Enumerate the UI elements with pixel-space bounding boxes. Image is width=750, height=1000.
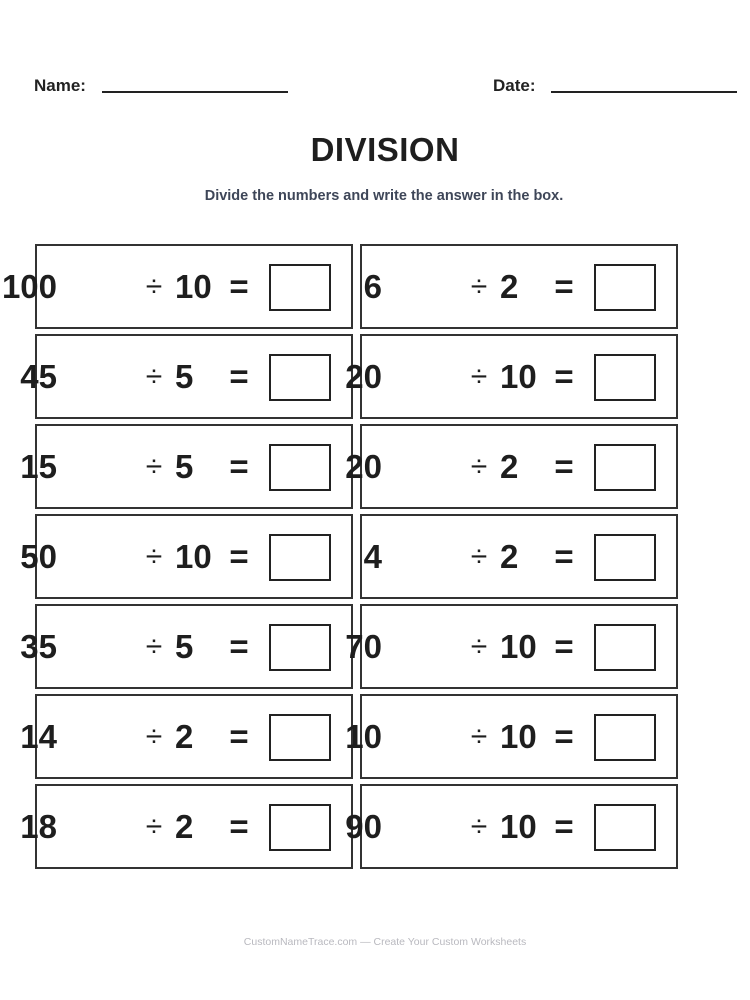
dividend: 20 <box>345 358 382 395</box>
equals-sign: = <box>554 268 574 305</box>
instructions: Divide the numbers and write the answer in the box. <box>204 188 564 204</box>
dividend: 4 <box>363 538 382 575</box>
equals-sign: = <box>554 448 574 485</box>
divisor: 10 <box>500 628 537 665</box>
date-label: Date: <box>493 76 536 95</box>
answer-box[interactable] <box>594 534 656 581</box>
dividend: 35 <box>20 628 57 665</box>
problem-cell <box>345 424 678 509</box>
equals-sign: = <box>229 268 249 305</box>
equals-sign: = <box>229 628 249 665</box>
divisor: 2 <box>175 718 194 755</box>
divisor: 5 <box>175 358 194 395</box>
divisor: 10 <box>175 538 212 575</box>
division-problem <box>362 246 582 327</box>
answer-box[interactable] <box>594 804 656 851</box>
dividend: 45 <box>20 358 57 395</box>
divisor: 5 <box>175 628 194 665</box>
division-problem <box>20 696 257 777</box>
footer-credit: CustomNameTrace.com — Create Your Custom Worksheets <box>243 936 527 948</box>
date-field <box>493 76 743 96</box>
dividend: 100 <box>1 268 57 305</box>
division-problem <box>362 516 582 597</box>
division-sign: ÷ <box>145 720 163 753</box>
answer-box[interactable] <box>594 444 656 491</box>
divisor: 2 <box>500 268 519 305</box>
division-sign: ÷ <box>470 720 488 753</box>
problem-cell <box>360 514 678 599</box>
divisor: 10 <box>500 358 537 395</box>
division-sign: ÷ <box>470 630 488 663</box>
answer-box[interactable] <box>594 354 656 401</box>
equals-sign: = <box>229 808 249 845</box>
dividend: 18 <box>20 808 57 845</box>
divisor: 10 <box>175 268 212 305</box>
division-sign: ÷ <box>470 540 488 573</box>
equals-sign: = <box>554 538 574 575</box>
name-field <box>34 76 294 96</box>
equals-sign: = <box>229 358 249 395</box>
division-problem <box>20 516 257 597</box>
division-problem <box>20 606 257 687</box>
name-write-line[interactable] <box>102 91 288 93</box>
division-sign: ÷ <box>145 450 163 483</box>
divisor: 2 <box>500 538 519 575</box>
division-problem <box>20 786 257 867</box>
division-sign: ÷ <box>145 540 163 573</box>
answer-box[interactable] <box>594 624 656 671</box>
dividend: 50 <box>20 538 57 575</box>
answer-box[interactable] <box>594 714 656 761</box>
division-problem <box>345 606 582 687</box>
divisor: 2 <box>175 808 194 845</box>
divisor: 2 <box>500 448 519 485</box>
problem-cell <box>360 244 678 329</box>
equals-sign: = <box>229 538 249 575</box>
problem-cell <box>345 784 678 869</box>
divisor: 10 <box>500 718 537 755</box>
division-problem <box>345 786 582 867</box>
equals-sign: = <box>229 718 249 755</box>
equals-sign: = <box>554 808 574 845</box>
answer-box[interactable] <box>594 264 656 311</box>
division-sign: ÷ <box>470 360 488 393</box>
division-sign: ÷ <box>145 630 163 663</box>
dividend: 20 <box>345 448 382 485</box>
dividend: 6 <box>363 268 382 305</box>
division-problem <box>345 336 582 417</box>
dividend: 90 <box>345 808 382 845</box>
division-problem <box>20 426 257 507</box>
division-problem <box>1 246 257 327</box>
dividend: 14 <box>20 718 57 755</box>
division-sign: ÷ <box>470 450 488 483</box>
equals-sign: = <box>554 358 574 395</box>
division-sign: ÷ <box>145 360 163 393</box>
division-problem <box>20 336 257 417</box>
division-sign: ÷ <box>470 810 488 843</box>
divisor: 5 <box>175 448 194 485</box>
divisor: 10 <box>500 808 537 845</box>
equals-sign: = <box>554 718 574 755</box>
problem-cell <box>345 334 678 419</box>
equals-sign: = <box>229 448 249 485</box>
division-sign: ÷ <box>470 270 488 303</box>
dividend: 15 <box>20 448 57 485</box>
dividend: 70 <box>345 628 382 665</box>
date-write-line[interactable] <box>551 91 737 93</box>
division-problem <box>345 426 582 507</box>
problem-cell <box>345 694 678 779</box>
dividend: 10 <box>345 718 382 755</box>
division-problem <box>345 696 582 777</box>
division-sign: ÷ <box>145 270 163 303</box>
equals-sign: = <box>554 628 574 665</box>
division-sign: ÷ <box>145 810 163 843</box>
page-title: DIVISION <box>310 131 460 168</box>
problem-cell <box>345 604 678 689</box>
name-label: Name: <box>34 76 86 95</box>
